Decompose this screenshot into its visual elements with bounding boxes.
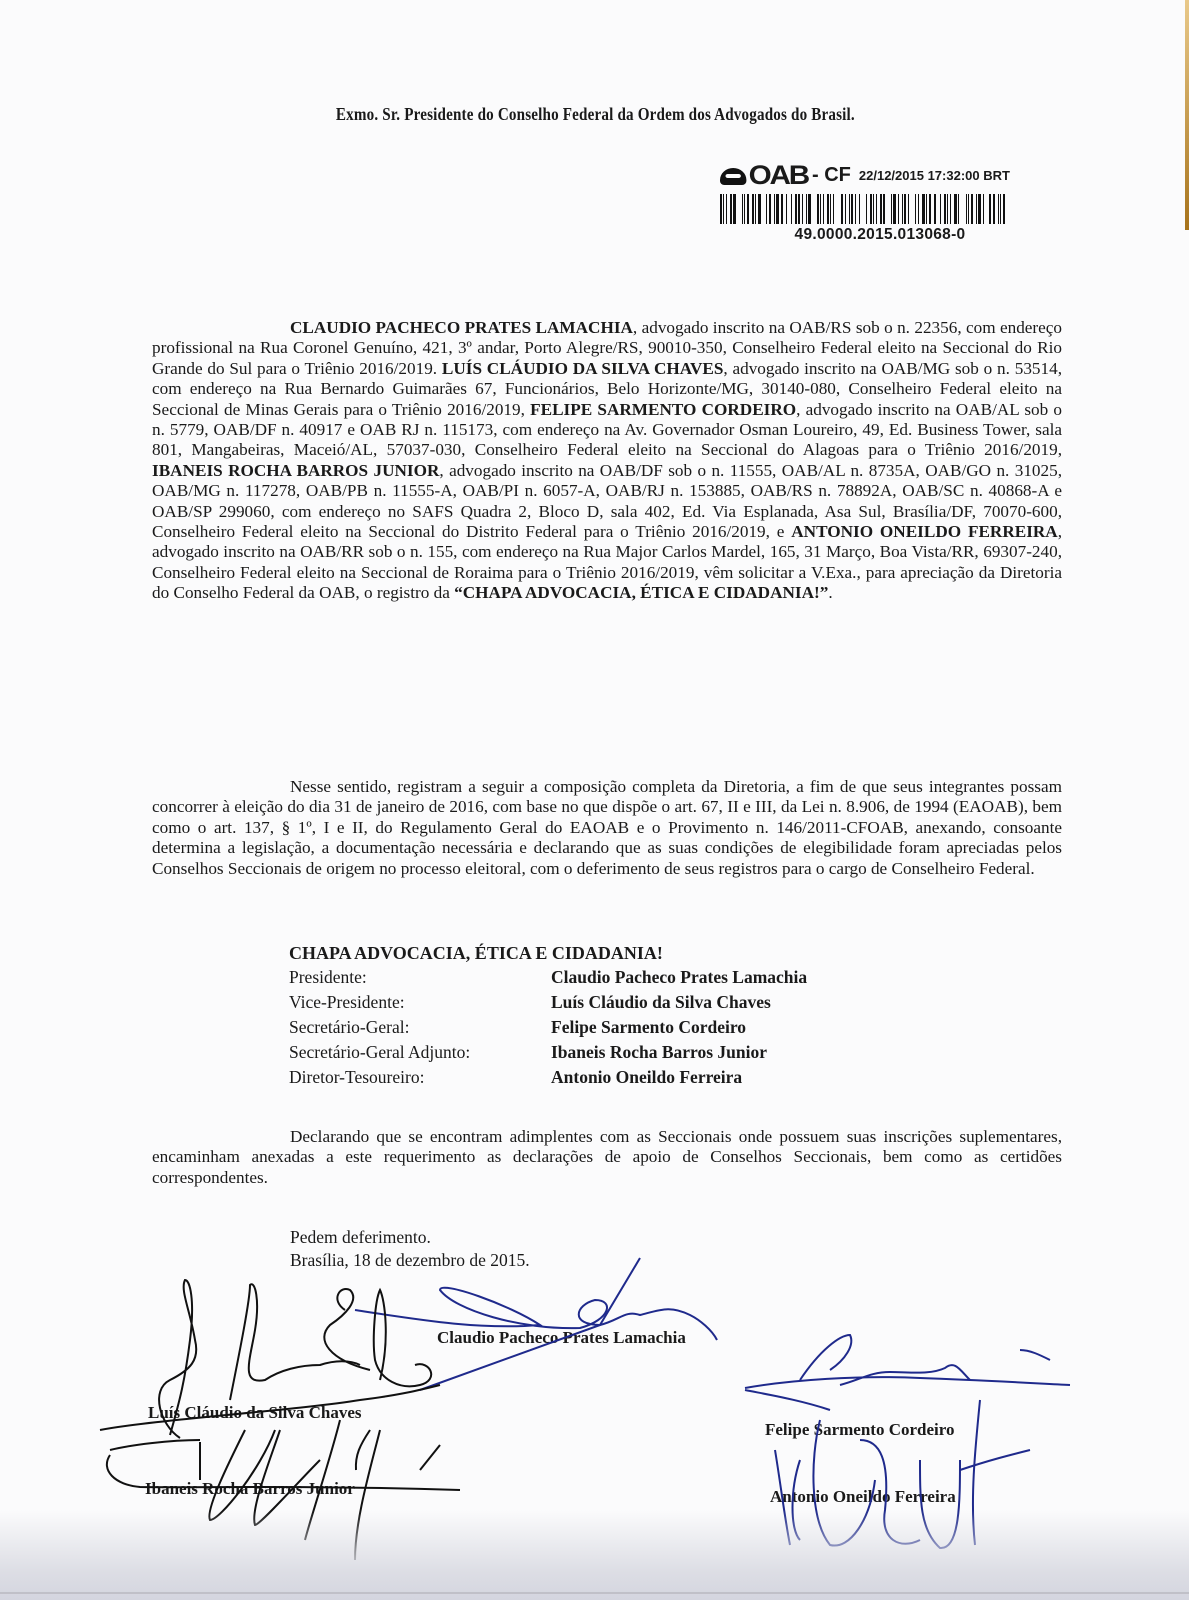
oab-logo-text: OAB — [748, 160, 808, 190]
oab-eye-icon — [720, 168, 746, 185]
paragraph-composition-text: Nesse sentido, registram a seguir a composição completa da Diretoria, a fim de que seus integrantes possam concorrer à eleição do dia 31 de janeiro de 2016, com base no que dispõe o art. 67, II e III, da Lei n. 8.906, de 1994 (EAOAB), bem como o art. 137, § 1º, I e II, do Regulamento Geral do EAOAB e o Provimento n. 146/2011-CFOAB, anexando, consoante determina a legislação, a documentação necessária e declarando que as suas condições de elegibilidade foram apreciadas pelos Conselhos Seccionais de origem no processo eleitoral, com o deferimento de seus registros para o cargo de Conselheiro Federal. — [152, 777, 1062, 878]
signature-felipe — [745, 1335, 1070, 1410]
barcode-bar — [883, 194, 885, 224]
member-name: Felipe Sarmento Cordeiro — [551, 1017, 747, 1037]
barcode-bar — [833, 194, 834, 224]
barcode-bar — [766, 194, 767, 224]
barcode-bar — [798, 194, 800, 224]
barcode-bar — [841, 194, 843, 224]
barcode-bar — [898, 194, 899, 224]
barcode-bar — [823, 194, 824, 224]
barcode-bar — [795, 194, 797, 224]
applicant-name: IBANEIS ROCHA BARROS JUNIOR — [152, 460, 440, 480]
barcode-bar — [866, 194, 867, 224]
barcode-bar — [827, 194, 829, 224]
applicant-details: , advogado inscrito na OAB/AL sob o n. 5779, OAB/DF n. 40917 e OAB RJ n. 115173, com endereço na Av. Governador Osman Loureiro, 49, Ed. Business Tower, sala 801, Mangabeiras, Maceió/AL, 57037-030, Conselheiro Federal eleito na Seccional do Alagoas para o Triênio 2016/2019, — [152, 399, 1063, 460]
chapa-member — [289, 1040, 807, 1065]
member-name: Luís Cláudio da Silva Chaves — [551, 992, 771, 1012]
signature-claudio — [355, 1258, 717, 1390]
scan-edge — [0, 1592, 1189, 1594]
barcode-bar — [849, 194, 850, 224]
barcode-bar — [904, 194, 906, 224]
barcode-bar — [989, 194, 991, 224]
signatory-name: Luís Cláudio da Silva Chaves — [148, 1403, 362, 1422]
barcode-bar — [1000, 194, 1001, 224]
member-name: Antonio Oneildo Ferreira — [551, 1067, 743, 1087]
applicant-details: , advogado inscrito na OAB/RR sob o n. 155, com endereço na Rua Major Carlos Mardel, 165, 31 Março, Boa Vista/RR, 69307-240, Conselheiro Federal eleito na Seccional de Roraima para o Triênio 2016/2019, vêm solicitar a V.Exa., para apreciação da Diretoria do Conselho Federal da OAB, o registro da — [152, 522, 1063, 603]
barcode-bar — [723, 194, 724, 224]
barcode-bar — [976, 194, 977, 224]
barcode-bar — [808, 194, 811, 224]
chapa-member — [289, 1065, 807, 1090]
barcode-bar — [1003, 194, 1005, 224]
barcode-bar — [940, 194, 941, 224]
barcode-bar — [918, 194, 919, 224]
stamp-office: - CF — [812, 164, 851, 186]
barcode-bar — [971, 194, 973, 224]
barcode-bar — [802, 194, 803, 224]
chapa-name-quote: “CHAPA ADVOCACIA, ÉTICA E CIDADANIA!” — [454, 583, 829, 603]
barcode-bar — [776, 194, 779, 224]
barcode-bar — [747, 194, 749, 224]
barcode-bar — [915, 194, 916, 224]
chapa-member — [289, 965, 807, 990]
barcode-bar — [958, 194, 959, 224]
barcode-bar — [752, 194, 754, 224]
barcode-bar — [934, 194, 936, 224]
barcode-bar — [813, 194, 814, 224]
barcode-bar — [887, 194, 888, 224]
signatory-name: Ibaneis Rocha Barros Junior — [145, 1479, 355, 1498]
barcode-bar — [993, 194, 995, 224]
barcode-bar — [922, 194, 925, 224]
barcode-bar — [912, 194, 914, 224]
barcode-bar — [944, 194, 946, 224]
barcode-bar — [937, 194, 938, 224]
signatory-name: Felipe Sarmento Cordeiro — [765, 1420, 955, 1439]
signatory-name: Claudio Pacheco Prates Lamachia — [437, 1328, 686, 1347]
barcode-bar — [968, 194, 969, 224]
barcode-bar — [726, 194, 727, 224]
member-role: Diretor-Tesoureiro: — [289, 1067, 425, 1087]
barcode-bar — [893, 194, 896, 224]
closing-place-date: Brasília, 18 de dezembro de 2015. — [290, 1250, 530, 1270]
barcode-bar — [870, 194, 872, 224]
barcode-bar — [755, 194, 756, 224]
barcode-bar — [720, 194, 722, 224]
paragraph-declaration-text: Declarando que se encontram adimplentes com as Seccionais onde possuem suas inscrições suplementares, encaminham anexadas a este requerimento as declarações de apoio de Conselhos Seccionais, bem como as certidões correspondentes. — [152, 1127, 1062, 1187]
barcode-bar — [873, 194, 874, 224]
signatory-name: Antonio Oneildo Ferreira — [770, 1487, 956, 1506]
barcode-bar — [733, 194, 736, 224]
barcode-bar — [744, 194, 745, 224]
document-addressee: Exmo. Sr. Presidente do Conselho Federal da Ordem dos Advogados do Brasil. — [335, 104, 855, 124]
page-edge — [1185, 0, 1189, 230]
member-name: Ibaneis Rocha Barros Junior — [551, 1042, 768, 1062]
barcode-bar — [926, 194, 927, 224]
barcode-bar — [950, 194, 951, 224]
scan-shadow — [0, 1510, 1189, 1600]
stamp-datetime: 22/12/2015 17:32:00 BRT — [858, 168, 1010, 183]
barcode-bar — [820, 194, 821, 224]
paragraph-declaration — [152, 1127, 1062, 1188]
applicant-details: , advogado inscrito na OAB/RS sob o n. 22356, com endereço profissional na Rua Coronel Genuíno, 421, 3º andar, Porto Alegre/RS, 90010-350, Conselheiro Federal eleito na Seccional do Rio Grande do Sul para o Triênio 2016/2019. — [152, 318, 1062, 378]
barcode-bar — [961, 194, 963, 224]
applicant-name: ANTONIO ONEILDO FERREIRA — [791, 522, 1058, 542]
barcode-bar — [845, 194, 846, 224]
barcode-bar — [929, 194, 931, 224]
barcode-bar — [837, 194, 840, 224]
barcode-bar — [791, 194, 792, 224]
barcode-bar — [987, 194, 988, 224]
paragraph-end: . — [828, 583, 833, 603]
barcode-bar — [788, 194, 789, 224]
barcode-bar — [851, 194, 853, 224]
closing-request: Pedem deferimento. — [290, 1227, 431, 1247]
barcode-bar — [781, 194, 783, 224]
paragraph-composition — [152, 777, 1062, 879]
applicant-details: , advogado inscrito na OAB/MG sob o n. 53514, com endereço na Rua Bernardo Guimarães 67, Funcionários, Belo Horizonte/MG, 30140-080, Conselheiro Federal eleito na Seccional de Minas Gerais para o Triênio 2016/2019, — [152, 358, 1062, 419]
protocol-number: 49.0000.2015.013068-0 — [794, 226, 966, 243]
paragraph-applicants — [152, 318, 1062, 604]
barcode-bar — [859, 194, 860, 224]
member-role: Vice-Presidente: — [289, 992, 405, 1012]
barcode-bar — [786, 194, 787, 224]
chapa-composition — [289, 943, 807, 1090]
barcode-bar — [908, 194, 909, 224]
barcode-bar — [966, 194, 967, 224]
barcode-bar — [902, 194, 903, 224]
barcode-bar — [855, 194, 856, 224]
oab-logo — [720, 160, 808, 191]
barcode-bar — [891, 194, 892, 224]
member-role: Presidente: — [289, 967, 367, 987]
barcode-bar — [806, 194, 807, 224]
applicant-name: FELIPE SARMENTO CORDEIRO — [530, 399, 797, 419]
barcode-bar — [998, 194, 999, 224]
member-name: Claudio Pacheco Prates Lamachia — [551, 967, 808, 987]
protocol-stamp — [720, 160, 1040, 244]
member-role: Secretário-Geral Adjunto: — [289, 1042, 471, 1062]
member-role: Secretário-Geral: — [289, 1017, 410, 1037]
barcode-bar — [774, 194, 775, 224]
barcode-bar — [830, 194, 831, 224]
chapa-title: CHAPA ADVOCACIA, ÉTICA E CIDADANIA! — [289, 943, 663, 963]
barcode-bar — [876, 194, 877, 224]
barcode-bar — [954, 194, 957, 224]
barcode-bar — [983, 194, 984, 224]
chapa-member — [289, 1015, 807, 1040]
barcode-bar — [978, 194, 981, 224]
barcode-bar — [817, 194, 819, 224]
applicant-name: CLAUDIO PACHECO PRATES LAMACHIA — [290, 318, 633, 337]
barcode-bar — [861, 194, 864, 224]
barcode — [720, 194, 1035, 224]
barcode-bar — [764, 194, 765, 224]
barcode-bar — [769, 194, 771, 224]
applicant-details: , advogado inscrito na OAB/DF sob o n. 11555, OAB/AL n. 8735A, OAB/GO n. 31025, OAB/MG n. 117278, OAB/PB n. 11555-A, OAB/PI n. 6057-A, OAB/RJ n. 153885, OAB/RS n. 78892A, OAB/SC n. 40868-A e OAB/SP 299060, com endereço no SAFS Quadra 2, Bloco D, sala 402, Ed. Via Esplanada, Asa Sul, Brasília/DF, 70070-600, Conselheiro Federal eleito na Seccional do Distrito Federal para o Triênio 2016/2019, e — [152, 460, 1063, 542]
barcode-bar — [880, 194, 882, 224]
barcode-bar — [947, 194, 948, 224]
barcode-bar — [758, 194, 761, 224]
barcode-bar — [730, 194, 732, 224]
applicant-name: LUÍS CLÁUDIO DA SILVA CHAVES — [441, 358, 724, 378]
barcode-bar — [742, 194, 743, 224]
barcode-bar — [738, 194, 739, 224]
closing — [290, 1226, 530, 1272]
chapa-member — [289, 990, 807, 1015]
